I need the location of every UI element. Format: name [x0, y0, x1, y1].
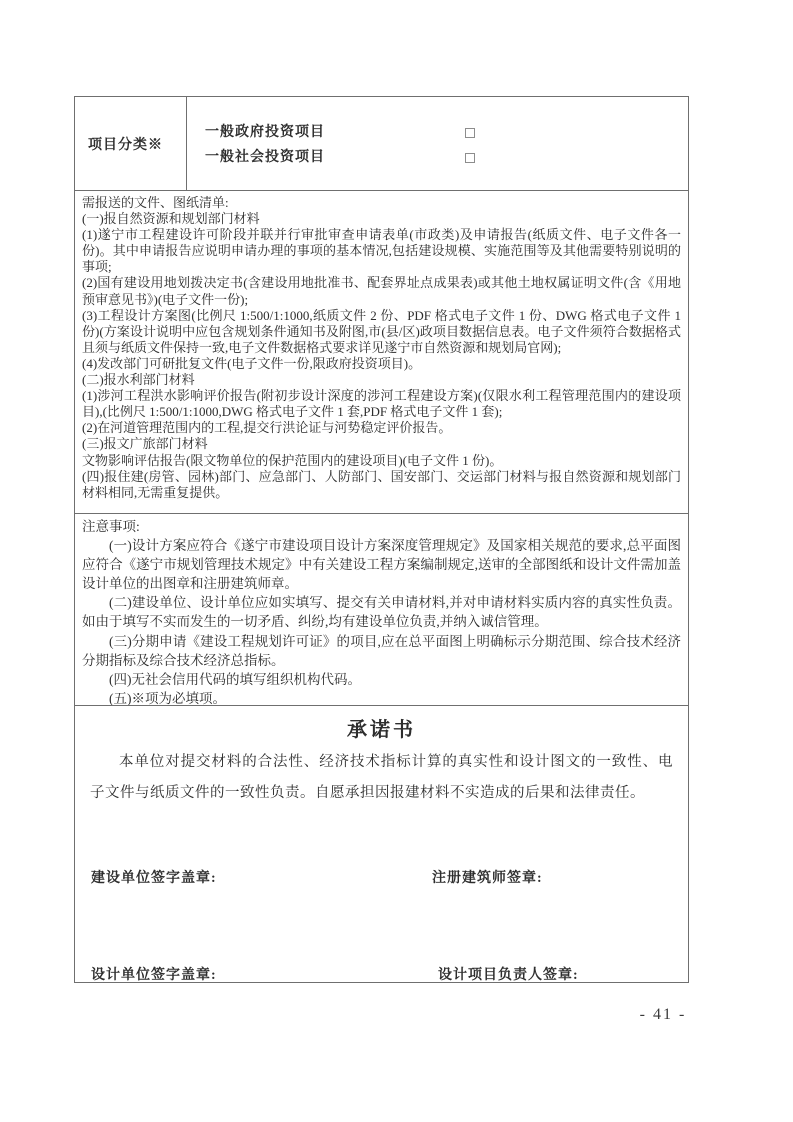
- commitment-body: 本单位对提交材料的合法性、经济技术指标计算的真实性和设计图文的一致性、电子文件与纸质文件的一致性负责。自愿承担因报建材料不实造成的后果和法律责任。: [90, 754, 673, 801]
- option-government-investment: [205, 120, 688, 145]
- note-item: (一)设计方案应符合《遂宁市建设项目设计方案深度管理规定》及国家相关规范的要求,总平面图应符合《遂宁市规划管理技术规定》中有关建设工程方案编制规定,送审的全部图纸和设计文件需加盖设计单位的出图章和注册建筑师章。: [82, 538, 681, 592]
- note-item: (三)分期申请《建设工程规划许可证》的项目,应在总平面图上明确标示分期范围、综合技术经济分期指标及综合技术经济总指标。: [82, 633, 681, 668]
- design-project-leader-signature-label: 设计项目负责人签章:: [438, 968, 579, 982]
- note-item: (二)建设单位、设计单位应如实填写、提交有关申请材料,并对申请材料实质内容的真实性负责。如由于填写不实而发生的一切矛盾、纠纷,均有建设单位负责,并纳入诚信管理。: [82, 595, 681, 630]
- signature-row-2: [91, 964, 678, 982]
- registered-architect-signature-label: 注册建筑师签章:: [432, 871, 543, 886]
- documents-item: (四)报住建(房管、园林)部门、应急部门、人防部门、国安部门、交运部门材料与报自然资源和规划部门材料相同,无需重复提供。: [82, 468, 681, 500]
- documents-section: [75, 190, 688, 513]
- signature-row-1: [91, 867, 678, 887]
- notes-section-title: 注意事项:: [82, 519, 140, 534]
- classification-row: [75, 97, 688, 190]
- classification-options: [187, 97, 688, 190]
- checkbox-social-investment[interactable]: [465, 153, 475, 163]
- project-classification-label: 项目分类※: [75, 97, 187, 190]
- documents-item: (4)发改部门可研批复文件(电子文件一份,限政府投资项目)。: [82, 355, 422, 371]
- note-item: (四)无社会信用代码的填写组织机构代码。: [109, 671, 361, 687]
- documents-item: (一)报自然资源和规划部门材料: [82, 211, 260, 227]
- note-item: (五)※项为必填项。: [109, 690, 226, 705]
- documents-section-title: 需报送的文件、图纸清单:: [82, 195, 229, 210]
- option-social-investment-label: 一般社会投资项目: [205, 150, 325, 165]
- option-government-investment-label: 一般政府投资项目: [205, 125, 325, 140]
- commitment-title: 承诺书: [347, 719, 416, 741]
- commitment-section: [75, 705, 688, 982]
- documents-item: (1)遂宁市工程建设许可阶段并联并行审批审查申请表单(市政类)及申请报告(纸质文件、电子文件各一份)。其中申请报告应说明申请办理的事项的基本情况,包括建设规模、实施范围等及其他需要特别说明的事项;: [82, 227, 681, 275]
- option-social-investment: [205, 145, 688, 170]
- construction-unit-signature-label: 建设单位签字盖章:: [91, 871, 217, 886]
- documents-item: (2)在河道管理范围内的工程,提交行洪论证与河势稳定评价报告。: [82, 420, 452, 436]
- notes-section: [75, 513, 688, 705]
- application-form-table: [74, 96, 689, 983]
- design-unit-signature-label: 设计单位签字盖章:: [91, 968, 217, 982]
- documents-item: (二)报水利部门材料: [82, 372, 195, 388]
- documents-item: (三)报文广旅部门材料: [82, 436, 208, 452]
- documents-item: 文物影响评估报告(限文物单位的保护范围内的建设项目)(电子文件 1 份)。: [82, 452, 503, 468]
- page-number: - 41 -: [639, 1006, 687, 1023]
- checkbox-government-investment[interactable]: [465, 128, 475, 138]
- documents-item: (1)涉河工程洪水影响评价报告(附初步设计深度的涉河工程建设方案)(仅限水利工程管理范围内的建设项目),(比例尺 1:500/1:1000,DWG 格式电子文件 1 套,PDF 格式电子文件 1 套);: [82, 388, 681, 420]
- documents-item: (3)工程设计方案图(比例尺 1:500/1:1000,纸质文件 2 份、PDF 格式电子文件 1 份、DWG 格式电子文件 1 份)(方案设计说明中应包含规划条件通知书及附图,市(县/区)政项目数据信息表。电子文件须符合数据格式且须与纸质文件保持一致,电子文件数据格式要求详见遂宁市自然资源和规划局官网);: [82, 307, 681, 355]
- documents-item: (2)国有建设用地划拨决定书(含建设用地批准书、配套界址点成果表)或其他土地权属证明文件(含《用地预审意见书》)(电子文件一份);: [82, 275, 681, 307]
